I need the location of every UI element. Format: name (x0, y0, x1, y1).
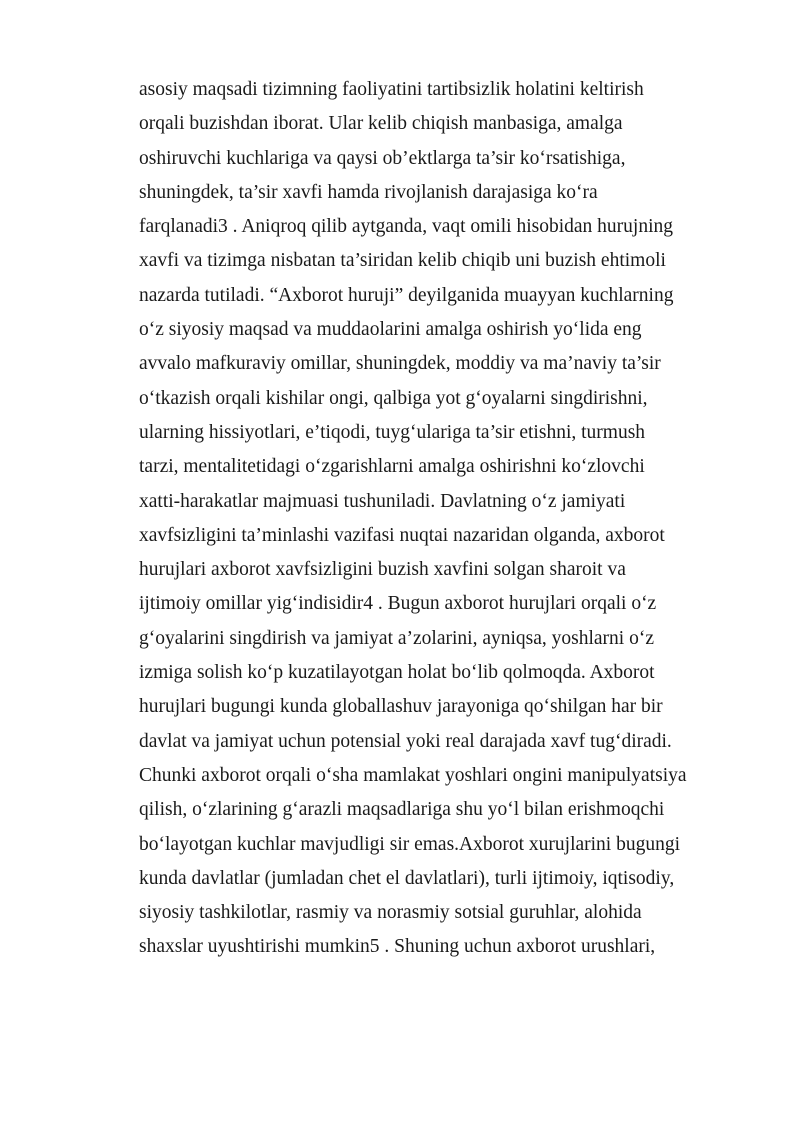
text-line: xatti-harakatlar majmuasi tushuniladi. Davlatning o‘z jamiyati (139, 490, 626, 512)
text-line: g‘oyalarini singdirish va jamiyat a’zolarini, ayniqsa, yoshlarni o‘z (139, 627, 654, 649)
text-line: o‘tkazish orqali kishilar ongi, qalbiga yot g‘oyalarni singdirishni, (139, 387, 648, 409)
text-line: shaxslar uyushtirishi mumkin5 . Shuning uchun axborot urushlari, (139, 936, 656, 958)
text-line: siyosiy tashkilotlar, rasmiy va norasmiy sotsial guruhlar, alohida (139, 902, 642, 924)
text-line: nazarda tutiladi. “Axborot huruji” deyilganida muayyan kuchlarning (139, 284, 674, 306)
text-line: ijtimoiy omillar yig‘indisidir4 . Bugun axborot hurujlari orqali o‘z (139, 593, 657, 615)
text-line: xavfi va tizimga nisbatan ta’siridan kelib chiqib uni buzish ehtimoli (139, 250, 666, 272)
text-line: Chunki axborot orqali o‘sha mamlakat yoshlari ongini manipulyatsiya (139, 764, 687, 786)
text-line: qilish, o‘zlarining g‘arazli maqsadlariga shu yo‘l bilan erishmoqchi (139, 799, 665, 821)
text-line: ularning hissiyotlari, e’tiqodi, tuyg‘ulariga ta’sir etishni, turmush (139, 421, 646, 443)
text-line: hurujlari bugungi kunda globallashuv jarayoniga qo‘shilgan har bir (139, 696, 663, 718)
body-paragraph (139, 73, 779, 965)
text-line: oshiruvchi kuchlariga va qaysi ob’ektlarga ta’sir ko‘rsatishiga, (139, 147, 626, 169)
text-line: orqali buzishdan iborat. Ular kelib chiqish manbasiga, amalga (139, 113, 623, 135)
text-line: xavfsizligini ta’minlashi vazifasi nuqtai nazaridan olganda, axborot (139, 524, 665, 546)
text-line: shuningdek, ta’sir xavfi hamda rivojlanish darajasiga ko‘ra (139, 181, 598, 203)
text-line: davlat va jamiyat uchun potensial yoki real darajada xavf tug‘diradi. (139, 730, 672, 752)
text-line: hurujlari axborot xavfsizligini buzish xavfini solgan sharoit va (139, 559, 626, 581)
text-line: o‘z siyosiy maqsad va muddaolarini amalga oshirish yo‘lida eng (139, 319, 642, 341)
text-line: kunda davlatlar (jumladan chet el davlatlari), turli ijtimoiy, iqtisodiy, (139, 867, 675, 889)
text-line: farqlanadi3 . Aniqroq qilib aytganda, vaqt omili hisobidan hurujning (139, 216, 673, 238)
text-line: avvalo mafkuraviy omillar, shuningdek, moddiy va ma’naviy ta’sir (139, 353, 661, 375)
text-line: asosiy maqsadi tizimning faoliyatini tartibsizlik holatini keltirish (139, 79, 644, 100)
text-line: tarzi, mentalitetidagi o‘zgarishlarni amalga oshirishni ko‘zlovchi (139, 456, 645, 478)
text-line: bo‘layotgan kuchlar mavjudligi sir emas.Axborot xurujlarini bugungi (139, 833, 681, 855)
text-line: izmiga solish ko‘p kuzatilayotgan holat bo‘lib qolmoqda. Axborot (139, 662, 655, 684)
